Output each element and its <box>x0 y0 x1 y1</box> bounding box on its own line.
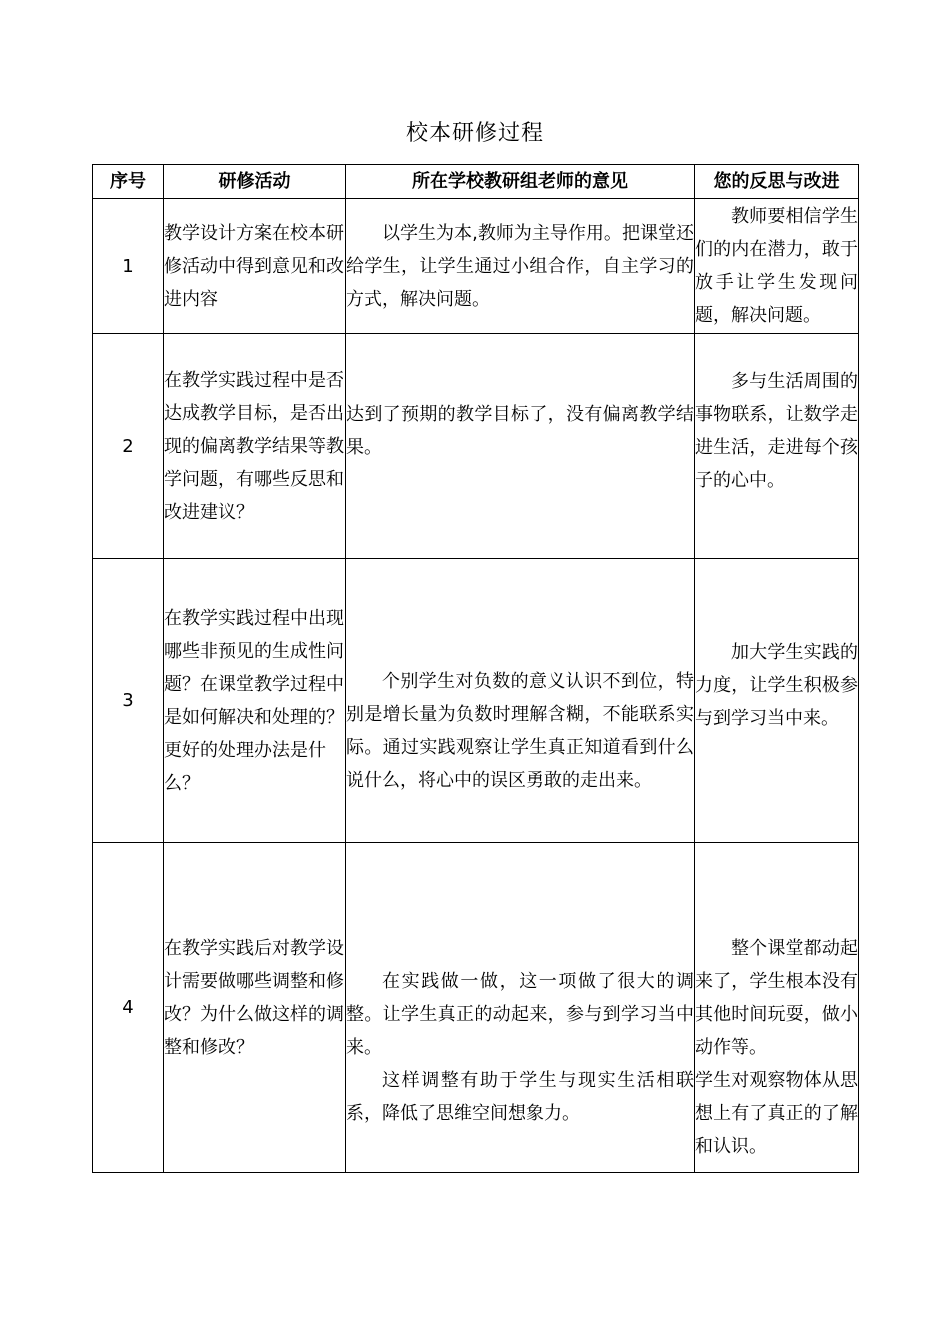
table-row <box>93 334 859 559</box>
table-row <box>93 559 859 843</box>
header-activity: 研修活动 <box>164 165 346 199</box>
header-reflection: 您的反思与改进 <box>695 165 859 199</box>
reflection-paragraph: 学生对观察物体从思想上有了真正的了解和认识。 <box>695 1070 858 1157</box>
row-number: 1 <box>93 199 164 334</box>
opinion-paragraph: 以学生为本,教师为主导作用。把课堂还给学生，让学生通过小组合作，自主学习的方式，解决问题。 <box>346 222 694 310</box>
activity-cell: 在教学实践过程中是否达成教学目标，是否出现的偏离教学结果等教学问题，有哪些反思和改进建议？ <box>164 334 346 559</box>
opinion-paragraph: 这样调整有助于学生与现实生活相联系，降低了思维空间想象力。 <box>346 1070 694 1124</box>
table-row <box>93 199 859 334</box>
reflection-paragraph: 多与生活周围的事物联系，让数学走进生活，走进每个孩子的心中。 <box>695 371 858 491</box>
page-title: 校本研修过程 <box>405 121 544 146</box>
header-number: 序号 <box>93 165 164 199</box>
table-row <box>93 843 859 1173</box>
reflection-cell <box>695 334 859 559</box>
opinion-cell <box>346 559 695 843</box>
opinion-paragraph: 个别学生对负数的意义认识不到位，特别是增长量为负数时理解含糊，不能联系实际。通过实践观察让学生真正知道看到什么说什么，将心中的误区勇敢的走出来。 <box>346 670 694 791</box>
header-opinion: 所在学校教研组老师的意见 <box>346 165 695 199</box>
row-number: 4 <box>93 843 164 1173</box>
row-number: 2 <box>93 334 164 559</box>
opinion-cell <box>346 199 695 334</box>
opinion-paragraph: 达到了预期的教学目标了，没有偏离教学结果。 <box>346 404 694 458</box>
reflection-cell <box>695 559 859 843</box>
opinion-cell <box>346 334 695 559</box>
reflection-paragraph: 整个课堂都动起来了，学生根本没有其他时间玩耍，做小动作等。 <box>695 938 858 1058</box>
reflection-paragraph: 教师要相信学生们的内在潜力，敢于放手让学生发现问题，解决问题。 <box>695 206 858 326</box>
reflection-cell <box>695 843 859 1173</box>
activity-cell: 教学设计方案在校本研修活动中得到意见和改进内容 <box>164 199 346 334</box>
activity-cell: 在教学实践过程中出现哪些非预见的生成性问题？在课堂教学过程中是如何解决和处理的？更好的处理办法是什么？ <box>164 559 346 843</box>
opinion-paragraph: 在实践做一做，这一项做了很大的调整。让学生真正的动起来，参与到学习当中来。 <box>346 971 694 1058</box>
opinion-cell <box>346 843 695 1173</box>
reflection-paragraph: 加大学生实践的力度，让学生积极参与到学习当中来。 <box>695 642 858 729</box>
activity-cell: 在教学实践后对教学设计需要做哪些调整和修改？为什么做这样的调整和修改？ <box>164 843 346 1173</box>
row-number: 3 <box>93 559 164 843</box>
research-process-table <box>92 164 859 1173</box>
reflection-cell <box>695 199 859 334</box>
table-header-row <box>93 165 859 199</box>
